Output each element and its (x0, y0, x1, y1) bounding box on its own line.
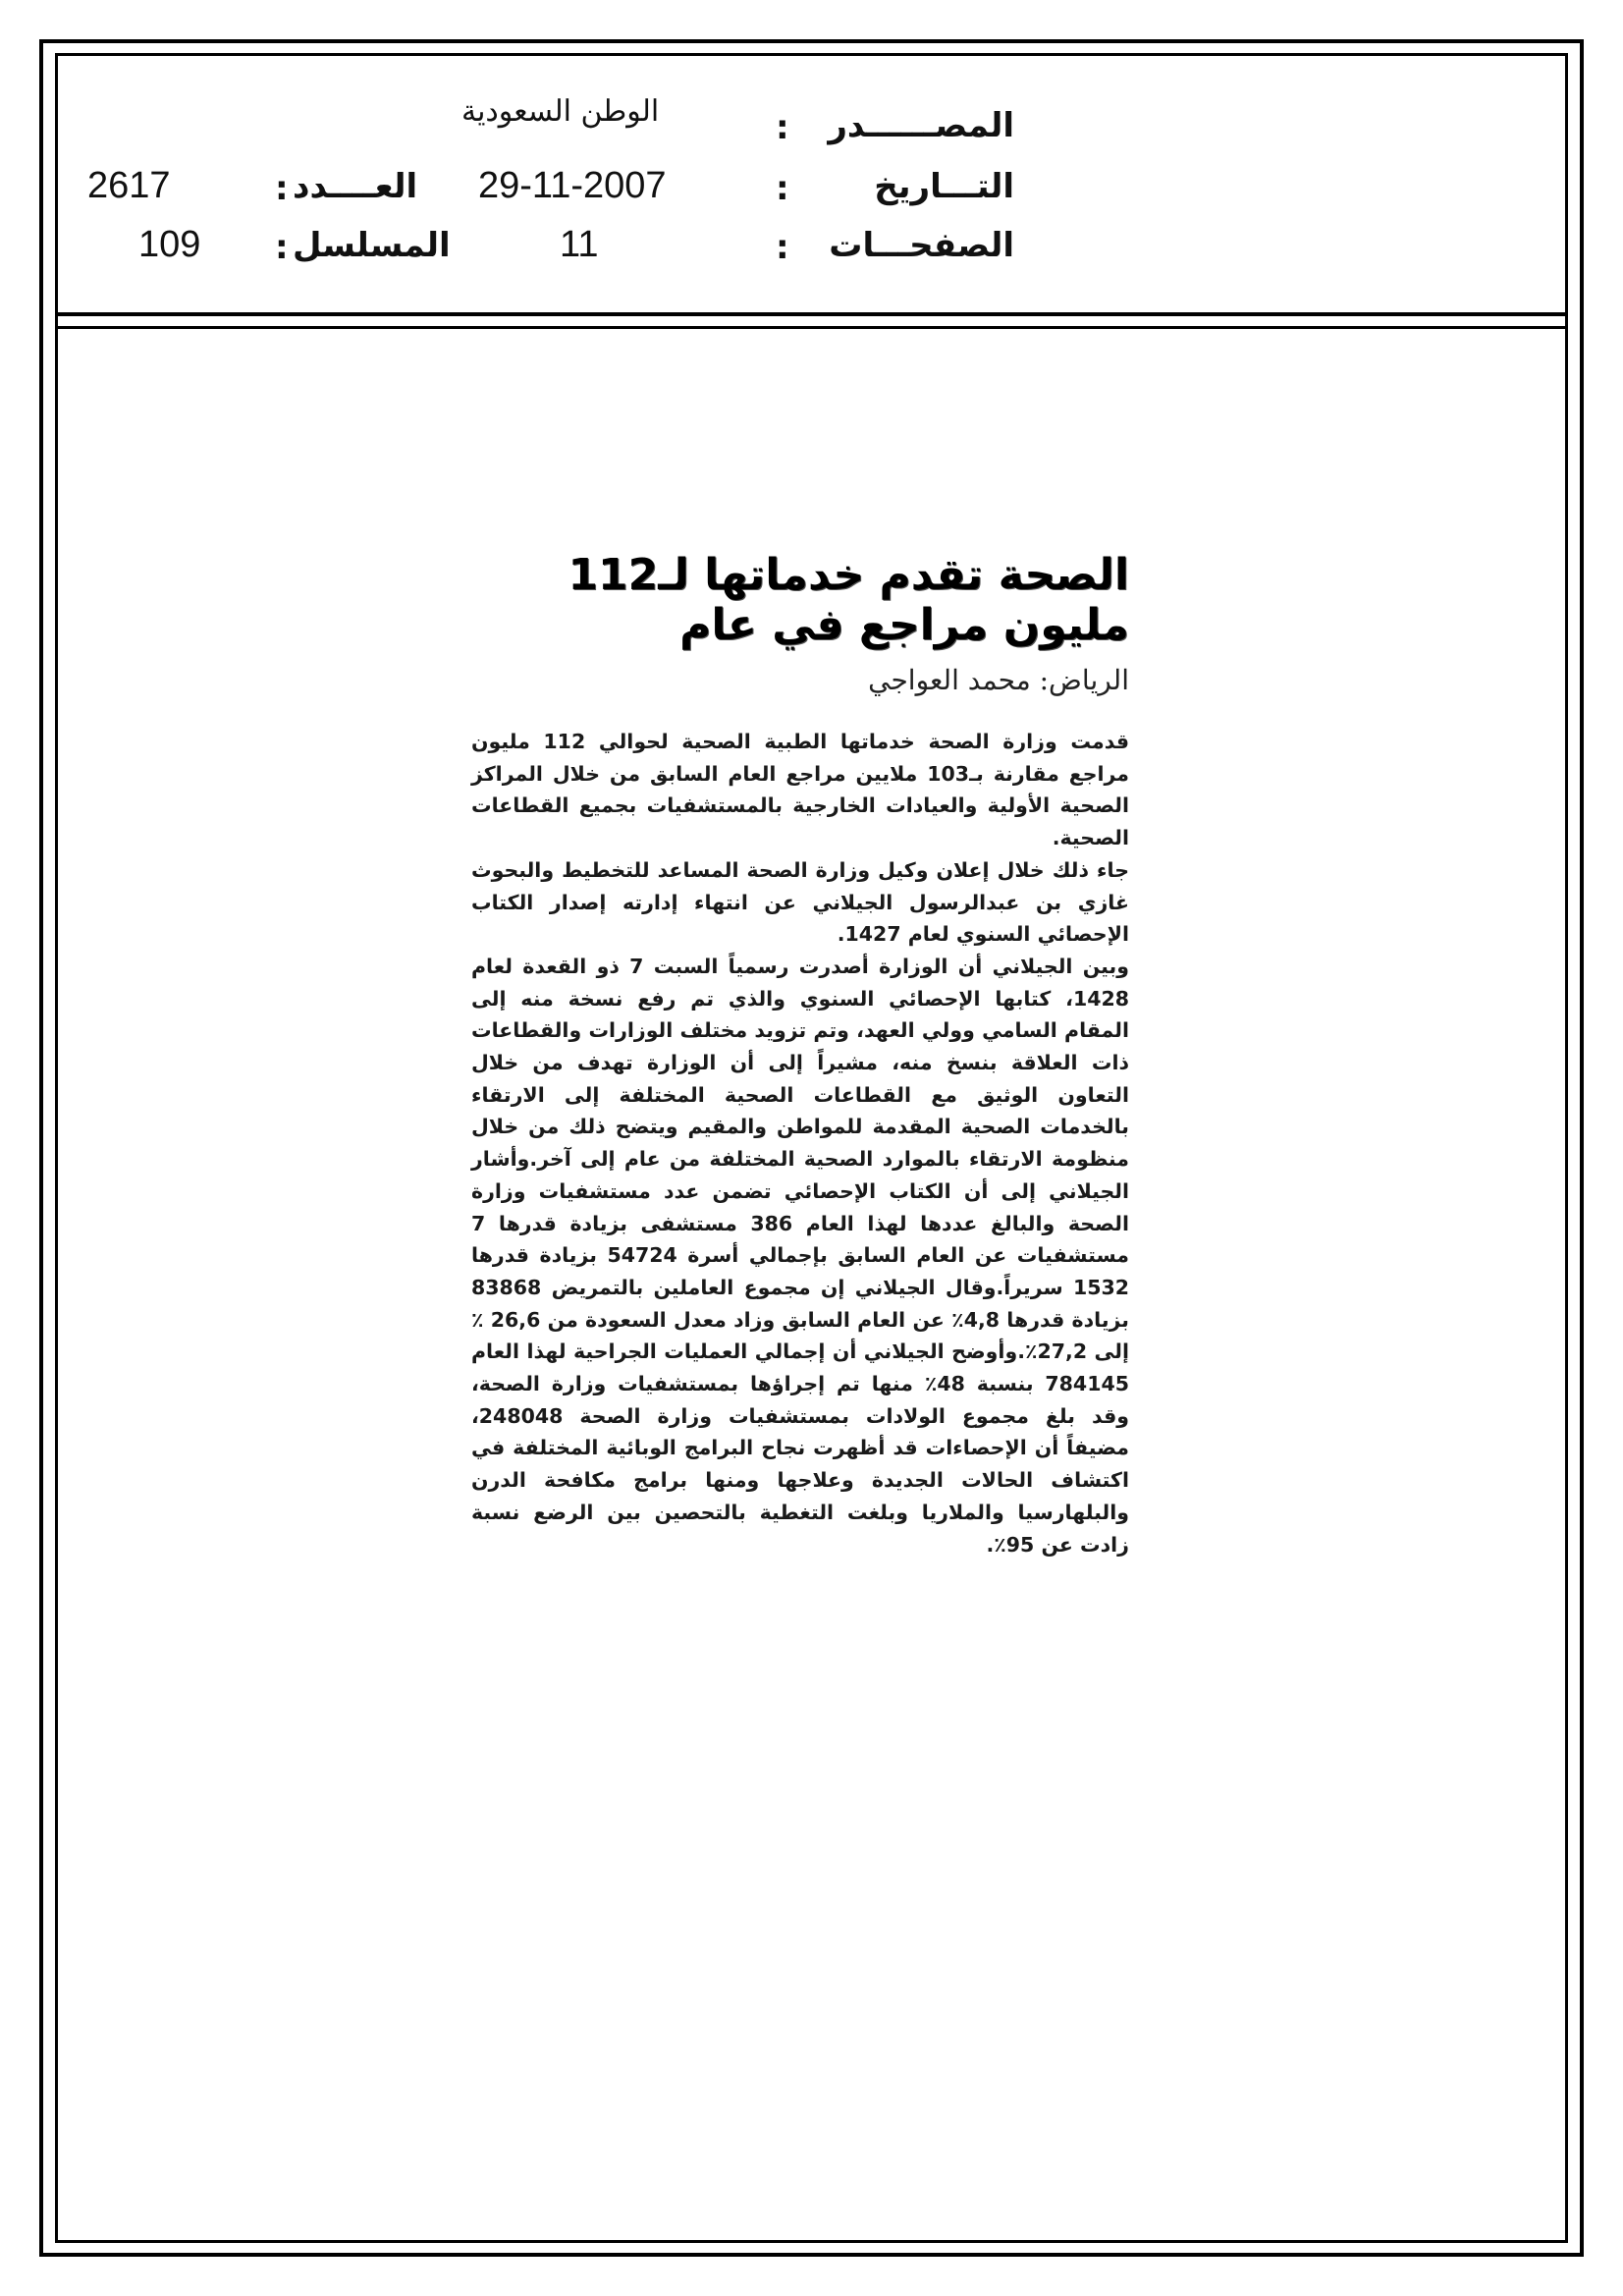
article-paragraph: وبين الجيلاني أن الوزارة أصدرت رسمياً السبت 7 ذو القعدة لعام 1428، كتابها الإحصائي السنوي والذي تم رفع نسخة منه إلى المقام السامي وولي العهد، وتم تزويد مختلف الوزارات والقطاعات ذات العلاقة بنسخ منه، مشيراً إلى أن الوزارة تهدف من خلال التعاون الوثيق مع القطاعات الصحية المختلفة إلى الارتقاء بالخدمات الصحية المقدمة للمواطن والمقيم ويتضح ذلك من خلال منظومة الارتقاء بالموارد الصحية المختلفة من عام إلى آخر.وأشار الجيلاني إلى أن الكتاب الإحصائي تضمن عدد مستشفيات وزارة الصحة والبالغ عددها لهذا العام 386 مستشفى بزيادة قدرها 7 مستشفيات عن العام السابق بإجمالي أسرة 54724 بزيادة قدرها 1532 سريراً.وقال الجيلاني إن مجموع العاملين بالتمريض 83868 بزيادة قدرها 4,8٪ عن العام السابق وزاد معدل السعودة من 26,6 ٪ إلى 27,2٪.وأوضح الجيلاني أن إجمالي العمليات الجراحية لهذا العام 784145 بنسبة 48٪ منها تم إجراؤها بمستشفيات وزارة الصحة، وقد بلغ مجموع الولادات بمستشفيات وزارة الصحة 248048، مضيفاً أن الإحصاءات قد أظهرت نجاح البرامج الوبائية المختلفة في اكتشاف الحالات الجديدة وعلاجها ومنها برامج مكافحة الدرن والبلهارسيا والملاريا وبلغت التغطية بالتحصين بين الرضع نسبة زادت عن 95٪. (471, 954, 1130, 1557)
source-value: الوطن السعودية (461, 94, 660, 129)
pages-label: الصفحـــات (829, 226, 1014, 265)
pages-colon: : (776, 228, 789, 267)
source-label: المصــــــدر (828, 106, 1014, 145)
article-byline: الرياض: محمد العواجي (868, 664, 1129, 696)
article-clipping (471, 550, 1129, 1560)
date-value: 29-11-2007 (478, 165, 667, 206)
pages-value: 11 (560, 224, 599, 265)
header-divider-inner (55, 326, 1568, 329)
article-title: الصحة تقدم خدماتها لـ112 مليون مراجع في عام (568, 550, 1129, 650)
issue-value: 2617 (87, 165, 171, 206)
article-paragraph: جاء ذلك خلال إعلان وكيل وزارة الصحة المساعد للتخطيط والبحوث غازي بن عبدالرسول الجيلاني عن انتهاء إدارته إصدار الكتاب الإحصائي السنوي لعام 1427. (471, 857, 1129, 947)
article-body (471, 726, 1129, 1560)
serial-label: المسلسل (293, 226, 451, 265)
date-label: التـــاريخ (874, 167, 1014, 206)
issue-colon: : (275, 169, 289, 208)
article-paragraph: قدمت وزارة الصحة خدماتها الطبية الصحية لحوالي 112 مليون مراجع مقارنة بـ103 ملايين مراجع العام السابق من خلال المراكز الصحية الأولية والعيادات الخارجية بالمستشفيات بجميع القطاعات الصحية. (471, 730, 1129, 850)
serial-colon: : (275, 228, 289, 267)
source-colon: : (776, 108, 789, 147)
date-colon: : (776, 169, 789, 208)
header-divider (55, 312, 1568, 316)
issue-label: العــــدد (293, 167, 418, 206)
serial-value: 109 (138, 224, 201, 265)
